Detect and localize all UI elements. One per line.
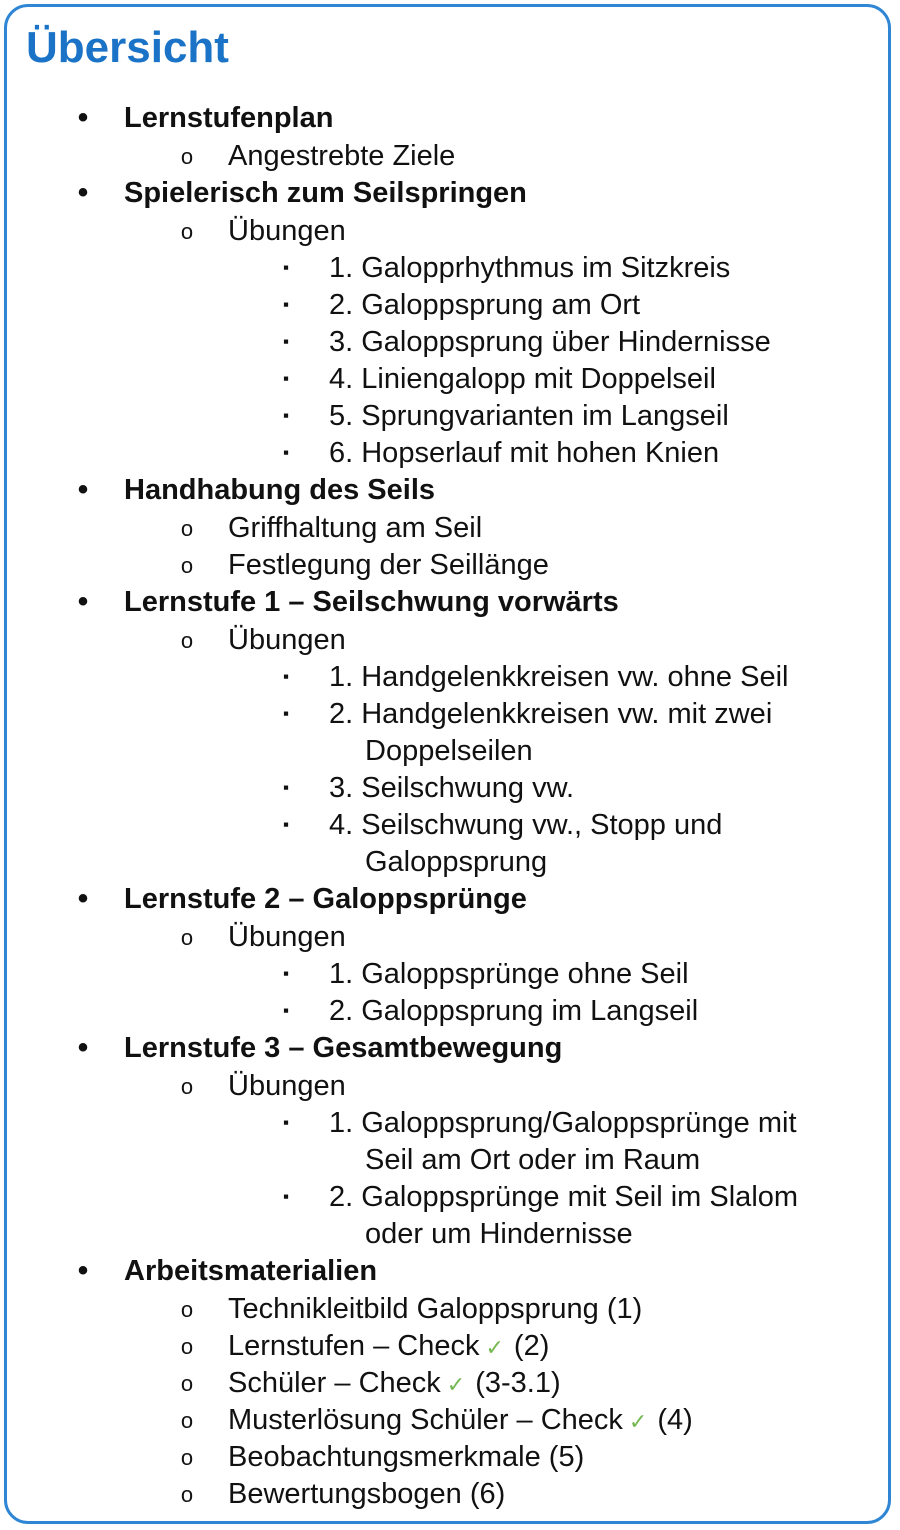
- circle-bullet-icon: o: [180, 1074, 194, 1099]
- exercise-text: 1. Handgelenkkreisen vw. ohne Seil: [329, 661, 789, 693]
- exercise-continuation: [0, 844, 895, 881]
- bullet-icon: •: [77, 176, 89, 209]
- sub-heading-text: Übungen: [228, 215, 346, 247]
- exercise-item: [0, 770, 895, 807]
- sub-heading: [0, 919, 895, 956]
- exercise-continuation: [0, 1216, 895, 1253]
- exercise-text: 5. Sprungvarianten im Langseil: [329, 400, 729, 432]
- exercise-item: [0, 1179, 895, 1216]
- circle-bullet-icon: o: [180, 516, 194, 541]
- material-item: [0, 1402, 895, 1439]
- square-bullet-icon: ▪: [282, 406, 290, 425]
- exercise-item: [0, 807, 895, 844]
- sub-heading: [0, 1068, 895, 1105]
- square-bullet-icon: ▪: [282, 295, 290, 314]
- section-heading: [0, 175, 895, 213]
- exercise-item: [0, 324, 895, 361]
- exercise-text: 2. Galoppsprung im Langseil: [329, 995, 699, 1027]
- exercise-text: 4. Seilschwung vw., Stopp und: [329, 809, 723, 841]
- circle-bullet-icon: o: [180, 219, 194, 244]
- exercise-item: [0, 696, 895, 733]
- section-heading: [0, 1030, 895, 1068]
- material-text: Musterlösung Schüler – Check: [228, 1404, 623, 1436]
- exercise-item: [0, 250, 895, 287]
- square-bullet-icon: ▪: [282, 704, 290, 723]
- exercise-item: [0, 993, 895, 1030]
- bullet-icon: •: [77, 1254, 89, 1287]
- exercise-text: 3. Galoppsprung über Hindernisse: [329, 326, 771, 358]
- circle-bullet-icon: o: [180, 1371, 194, 1396]
- section-heading: [0, 1253, 895, 1291]
- section-heading: [0, 881, 895, 919]
- section-heading-text: Lernstufe 3 – Gesamtbewegung: [124, 1032, 563, 1064]
- material-item: [0, 1328, 895, 1365]
- material-suffix: (2): [513, 1330, 550, 1362]
- list-item: [0, 510, 895, 547]
- exercise-item: [0, 435, 895, 472]
- square-bullet-icon: ▪: [282, 815, 290, 834]
- exercise-item: [0, 659, 895, 696]
- square-bullet-icon: ▪: [282, 778, 290, 797]
- square-bullet-icon: ▪: [282, 667, 290, 686]
- material-text-wrapper: [228, 1365, 561, 1404]
- checkmark-icon: ✓: [446, 1372, 466, 1397]
- exercise-item: [0, 287, 895, 324]
- checkmark-icon: ✓: [628, 1409, 648, 1434]
- material-text: Lernstufen – Check: [228, 1330, 480, 1362]
- exercise-item: [0, 361, 895, 398]
- material-text: Schüler – Check: [228, 1367, 441, 1399]
- section-heading: [0, 100, 895, 138]
- exercise-text: 2. Handgelenkkreisen vw. mit zwei: [329, 698, 773, 730]
- list-item-text: Griffhaltung am Seil: [228, 512, 483, 544]
- section-heading-text: Lernstufe 1 – Seilschwung vorwärts: [124, 586, 619, 618]
- section-heading-text: Spielerisch zum Seilspringen: [124, 177, 527, 209]
- sub-heading: [0, 213, 895, 250]
- checkmark-icon: ✓: [485, 1335, 504, 1360]
- section-heading: [0, 472, 895, 510]
- exercise-item: [0, 398, 895, 435]
- exercise-item: [0, 1105, 895, 1142]
- material-text-wrapper: [228, 1402, 693, 1441]
- page-title: Übersicht: [26, 23, 229, 72]
- section-heading-text: Arbeitsmaterialien: [124, 1255, 378, 1287]
- circle-bullet-icon: o: [180, 1445, 194, 1470]
- square-bullet-icon: ▪: [282, 1001, 290, 1020]
- list-item-text: Angestrebte Ziele: [228, 140, 456, 172]
- material-text: Beobachtungsmerkmale (5): [228, 1441, 585, 1473]
- circle-bullet-icon: o: [180, 553, 194, 578]
- list-item-text: Festlegung der Seillänge: [228, 549, 549, 581]
- exercise-text: Doppelseilen: [365, 735, 533, 767]
- exercise-text: 2. Galoppsprung am Ort: [329, 289, 641, 321]
- list-item: [0, 547, 895, 584]
- section-heading-text: Handhabung des Seils: [124, 474, 435, 506]
- material-suffix: (3-3.1): [475, 1367, 561, 1399]
- material-item: [0, 1365, 895, 1402]
- material-item: [0, 1439, 895, 1476]
- material-text: Bewertungsbogen (6): [228, 1478, 506, 1510]
- square-bullet-icon: ▪: [282, 258, 290, 277]
- circle-bullet-icon: o: [180, 628, 194, 653]
- square-bullet-icon: ▪: [282, 369, 290, 388]
- sub-heading: [0, 622, 895, 659]
- circle-bullet-icon: o: [180, 1297, 194, 1322]
- material-suffix: (4): [657, 1404, 693, 1436]
- circle-bullet-icon: o: [180, 925, 194, 950]
- material-item: [0, 1476, 895, 1513]
- overview-list: [0, 100, 895, 1513]
- square-bullet-icon: ▪: [282, 1113, 290, 1132]
- exercise-text: 1. Galopprhythmus im Sitzkreis: [329, 252, 731, 284]
- exercise-text: 1. Galoppsprünge ohne Seil: [329, 958, 689, 990]
- exercise-item: [0, 956, 895, 993]
- exercise-text: 1. Galoppsprung/Galoppsprünge mit: [329, 1107, 797, 1139]
- square-bullet-icon: ▪: [282, 332, 290, 351]
- circle-bullet-icon: o: [180, 1408, 194, 1433]
- bullet-icon: •: [77, 585, 89, 618]
- exercise-text: 6. Hopserlauf mit hohen Knien: [329, 437, 720, 469]
- circle-bullet-icon: o: [180, 1334, 194, 1359]
- circle-bullet-icon: o: [180, 1482, 194, 1507]
- exercise-text: Seil am Ort oder im Raum: [365, 1144, 701, 1176]
- exercise-text: Galoppsprung: [365, 846, 548, 878]
- bullet-icon: •: [77, 473, 89, 506]
- bullet-icon: •: [77, 101, 89, 134]
- exercise-text: 4. Liniengalopp mit Doppelseil: [329, 363, 716, 395]
- bullet-icon: •: [77, 1031, 89, 1064]
- exercise-text: 3. Seilschwung vw.: [329, 772, 575, 804]
- exercise-continuation: [0, 733, 895, 770]
- exercise-text: oder um Hindernisse: [365, 1218, 633, 1250]
- material-text: Technikleitbild Galoppsprung (1): [228, 1293, 643, 1325]
- list-item: [0, 138, 895, 175]
- circle-bullet-icon: o: [180, 144, 194, 169]
- material-item: [0, 1291, 895, 1328]
- square-bullet-icon: ▪: [282, 443, 290, 462]
- sub-heading-text: Übungen: [228, 624, 346, 656]
- sub-heading-text: Übungen: [228, 1070, 346, 1102]
- section-heading-text: Lernstufenplan: [124, 102, 334, 134]
- sub-heading-text: Übungen: [228, 921, 346, 953]
- section-heading: [0, 584, 895, 622]
- square-bullet-icon: ▪: [282, 964, 290, 983]
- section-heading-text: Lernstufe 2 – Galoppsprünge: [124, 883, 527, 915]
- bullet-icon: •: [77, 882, 89, 915]
- material-text-wrapper: [228, 1328, 549, 1367]
- exercise-text: 2. Galoppsprünge mit Seil im Slalom: [329, 1181, 799, 1213]
- square-bullet-icon: ▪: [282, 1187, 290, 1206]
- exercise-continuation: [0, 1142, 895, 1179]
